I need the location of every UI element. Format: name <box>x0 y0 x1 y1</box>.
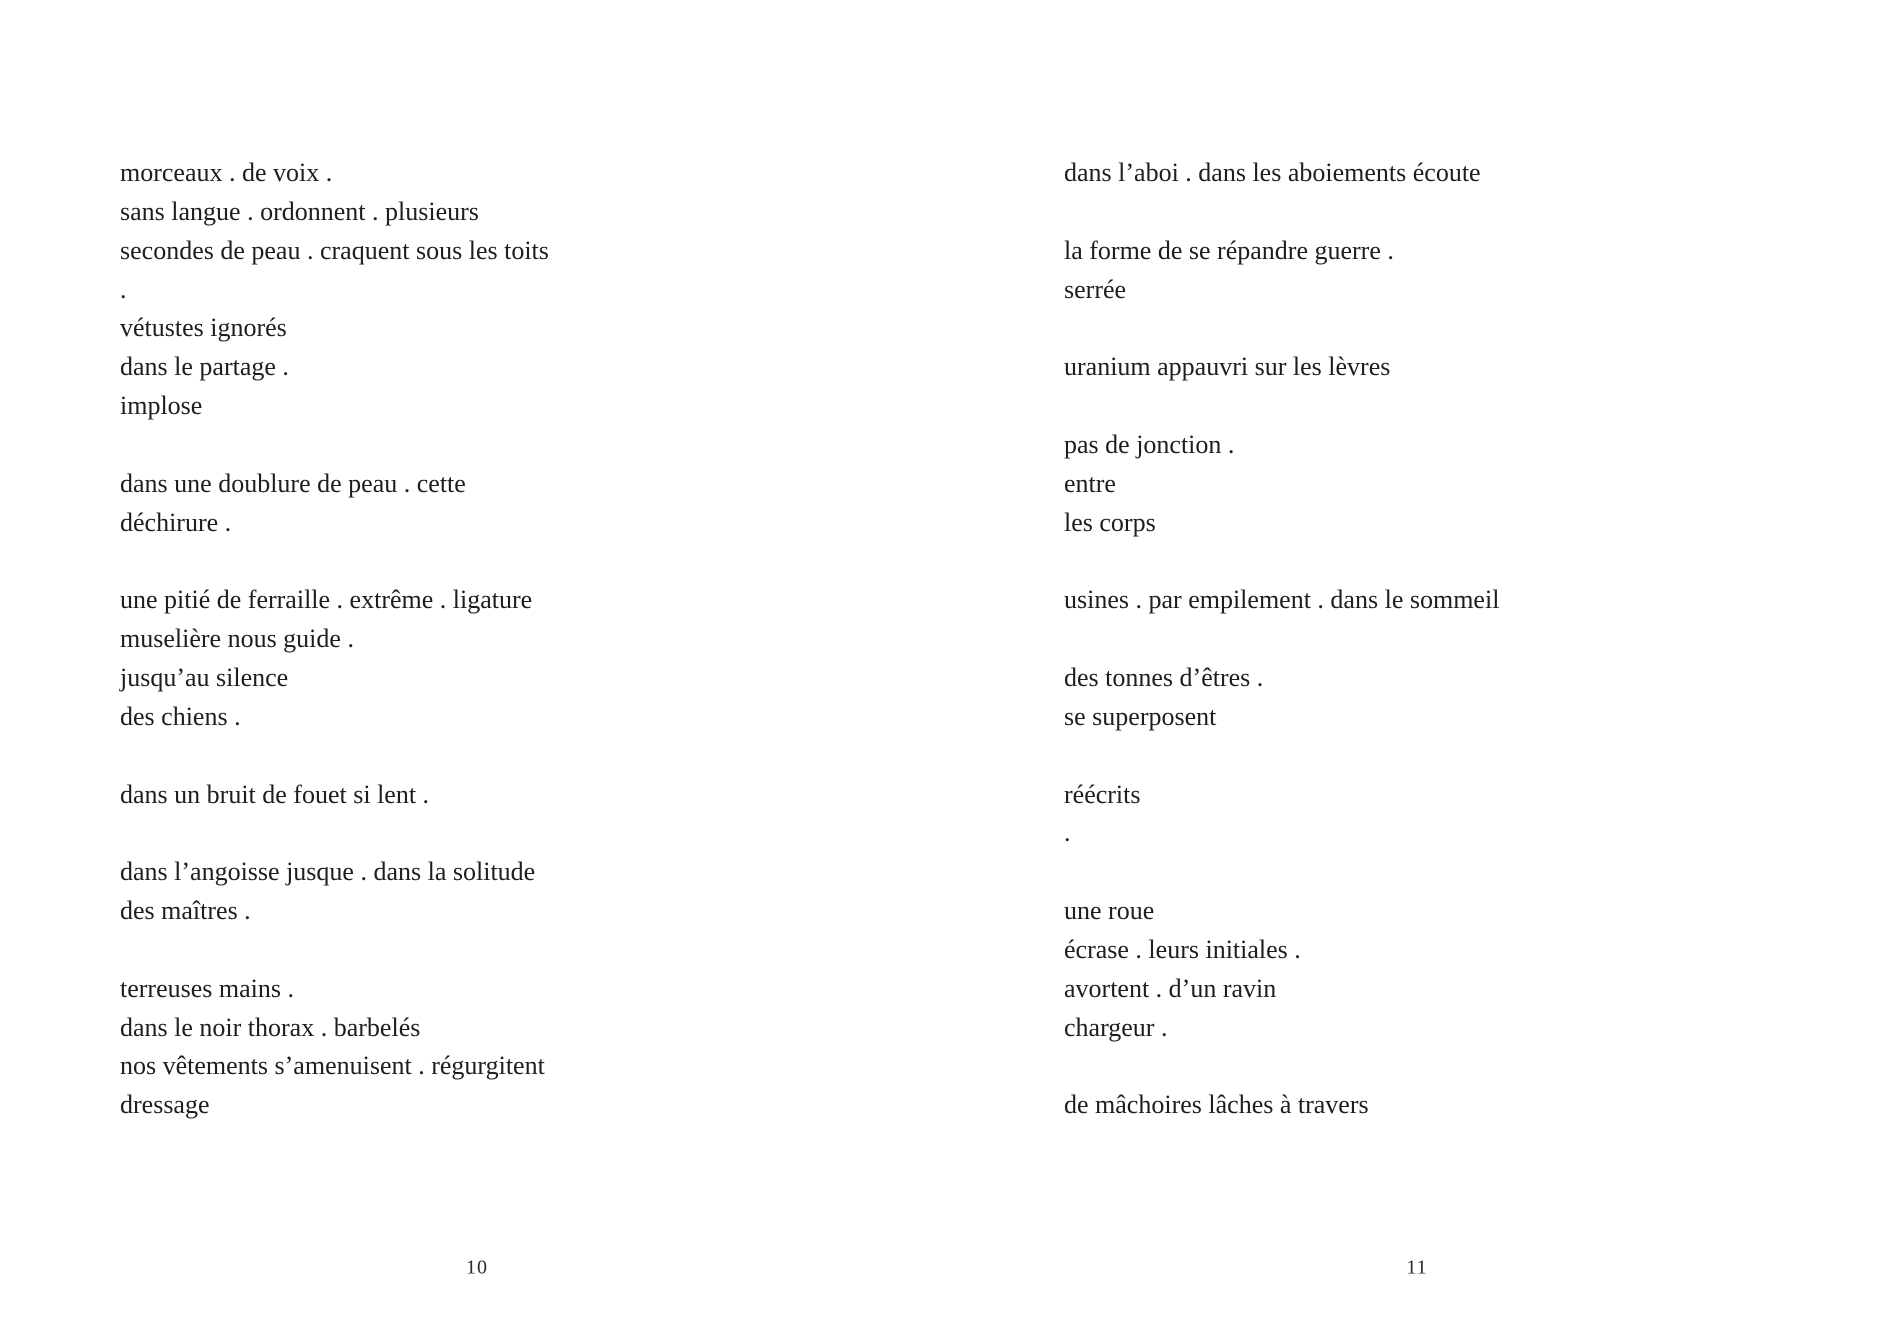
poem-line: une pitié de ferraille . extrême . ligature <box>120 585 533 615</box>
poem-line <box>120 931 549 970</box>
poem-line <box>1064 387 1499 426</box>
poem-line <box>120 814 549 853</box>
poem-line: se superposent <box>1064 701 1217 731</box>
poem-line: des maîtres . <box>120 896 251 926</box>
poem-line: . <box>120 274 127 304</box>
poem-line: une roue <box>1064 896 1155 926</box>
poem-line: dans le noir thorax . barbelés <box>120 1012 421 1042</box>
poem-line: dans le partage . <box>120 352 289 382</box>
poem-line <box>1064 542 1499 581</box>
poem-line: la forme de se répandre guerre . <box>1064 235 1394 265</box>
poem-line: sans langue . ordonnent . plusieurs <box>120 196 479 226</box>
poem-line <box>1064 737 1499 776</box>
poem-line: morceaux . de voix . <box>120 158 333 187</box>
poem-line: jusqu’au silence <box>120 662 289 692</box>
poem-line: secondes de peau . craquent sous les toits <box>120 235 549 265</box>
page-number-right: 11 <box>1406 1256 1428 1279</box>
poem-line <box>1064 1047 1499 1086</box>
poem-line: dans l’aboi . dans les aboiements écoute <box>1064 158 1481 187</box>
poem-line: dans une doublure de peau . cette <box>120 468 466 498</box>
poem-line <box>120 542 549 581</box>
poem-line <box>120 737 549 776</box>
poem-line <box>1064 853 1499 892</box>
poem-line: avortent . d’un ravin <box>1064 973 1277 1003</box>
poem-line <box>1064 193 1499 232</box>
poem-line: usines . par empilement . dans le sommeil <box>1064 585 1500 615</box>
poem-line: des chiens . <box>120 701 241 731</box>
poem-text-right <box>1064 154 1499 1125</box>
poem-text-left <box>120 154 549 1125</box>
poem-line: des tonnes d’êtres . <box>1064 662 1264 692</box>
poem-line <box>1064 620 1499 659</box>
poem-line: chargeur . <box>1064 1012 1168 1042</box>
poem-line: nos vêtements s’amenuisent . régurgitent <box>120 1051 545 1081</box>
poem-line: vétustes ignorés <box>120 313 287 343</box>
poem-line: réécrits <box>1064 779 1141 809</box>
poem-line: muselière nous guide . <box>120 624 354 654</box>
poem-line: pas de jonction . <box>1064 429 1235 459</box>
poem-line: terreuses mains . <box>120 973 295 1003</box>
poem-line: uranium appauvri sur les lèvres <box>1064 352 1391 382</box>
poem-line: dressage <box>120 1090 210 1120</box>
poem-line: les corps <box>1064 507 1156 537</box>
poem-line <box>1064 309 1499 348</box>
poem-line: implose <box>120 391 203 421</box>
poem-line: dans un bruit de fouet si lent . <box>120 779 430 809</box>
poem-line <box>120 426 549 465</box>
poem-line: déchirure . <box>120 507 232 537</box>
page-number-left: 10 <box>466 1256 488 1279</box>
poem-line: entre <box>1064 468 1116 498</box>
page-right <box>945 0 1890 1339</box>
poem-line: . <box>1064 818 1071 848</box>
poem-line: de mâchoires lâches à travers <box>1064 1090 1369 1120</box>
poem-line: serrée <box>1064 274 1127 304</box>
poem-line: écrase . leurs initiales . <box>1064 934 1301 964</box>
poem-line: dans l’angoisse jusque . dans la solitude <box>120 857 536 887</box>
